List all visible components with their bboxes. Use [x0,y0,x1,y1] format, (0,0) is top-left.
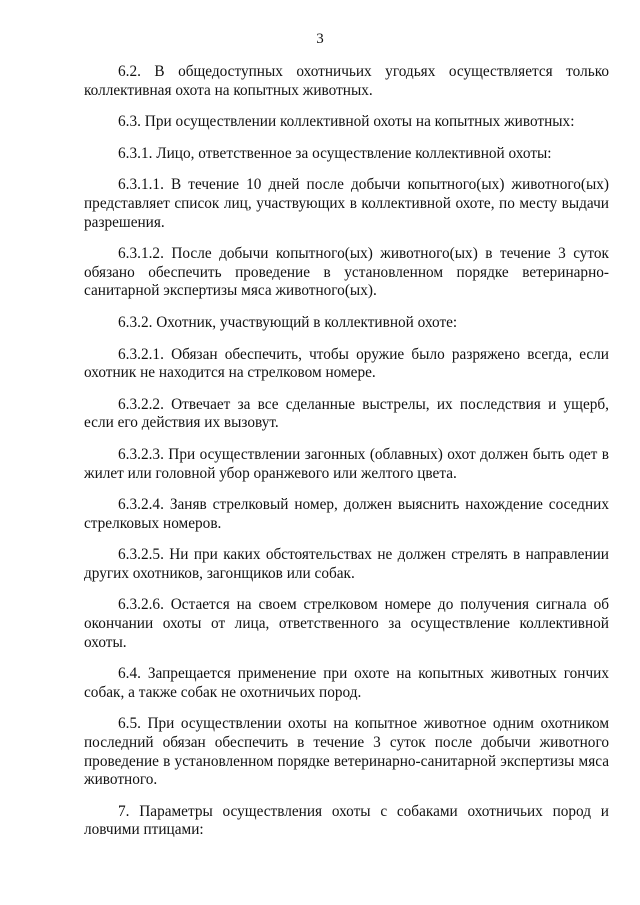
page-number: 3 [316,31,324,47]
paragraph-6-3-2: 6.3.2. Охотник, участвующий в коллективной охоте: [118,313,458,331]
paragraph-6-3-2-3: 6.3.2.3. При осуществлении загонных (облавных) охот должен быть одет в жилет или головной убор оранжевого или желтого цвета. [84,445,609,482]
document-body [84,63,609,840]
paragraph-6-4: 6.4. Запрещается применение при охоте на копытных животных гончих собак, а также собак не охотничьих пород. [84,665,609,701]
paragraph-6-3-2-5: 6.3.2.5. Ни при каких обстоятельствах не должен стрелять в направлении других охотников, загонщиков или собак. [84,546,609,582]
paragraph-6-3: 6.3. При осуществлении коллективной охоты на копытных животных: [118,113,575,131]
paragraph-7: 7. Параметры осуществления охоты с собаками охотничьих пород и ловчими птицами: [84,802,609,839]
paragraph-6-3-2-6: 6.3.2.6. Остается на своем стрелковом номере до получения сигнала об окончании охоты от лица, ответственного за осуществление коллективной охоты. [84,596,609,651]
paragraph-6-3-2-2: 6.3.2.2. Отвечает за все сделанные выстрелы, их последствия и ущерб, если его действия их вызовут. [84,395,609,432]
paragraph-6-5: 6.5. При осуществлении охоты на копытное животное одним охотником последний обязан обеспечить в течение 3 суток после добычи животного проведение в установленном порядке ветеринарно-санитарной экспертизы мяса животного. [84,715,609,789]
paragraph-6-3-2-4: 6.3.2.4. Заняв стрелковый номер, должен выяснить нахождение соседних стрелковых номеров. [84,496,609,532]
paragraph-6-3-2-1: 6.3.2.1. Обязан обеспечить, чтобы оружие было разряжено всегда, если охотник не находится на стрелковом номере. [84,345,609,382]
paragraph-6-3-1: 6.3.1. Лицо, ответственное за осуществление коллективной охоты: [118,144,552,162]
paragraph-6-2: 6.2. В общедоступных охотничьих угодьях осуществляется только коллективная охота на копытных животных. [84,63,609,99]
paragraph-6-3-1-2: 6.3.1.2. После добычи копытного(ых) животного(ых) в течение 3 суток обязано обеспечить проведение в установленном порядке ветеринарно-санитарной экспертизы мяса животного(ых). [84,245,609,300]
paragraph-6-3-1-1: 6.3.1.1. В течение 10 дней после добычи копытного(ых) животного(ых) представляет список лиц, участвующих в коллективной охоте, по месту выдачи разрешения. [84,176,609,231]
